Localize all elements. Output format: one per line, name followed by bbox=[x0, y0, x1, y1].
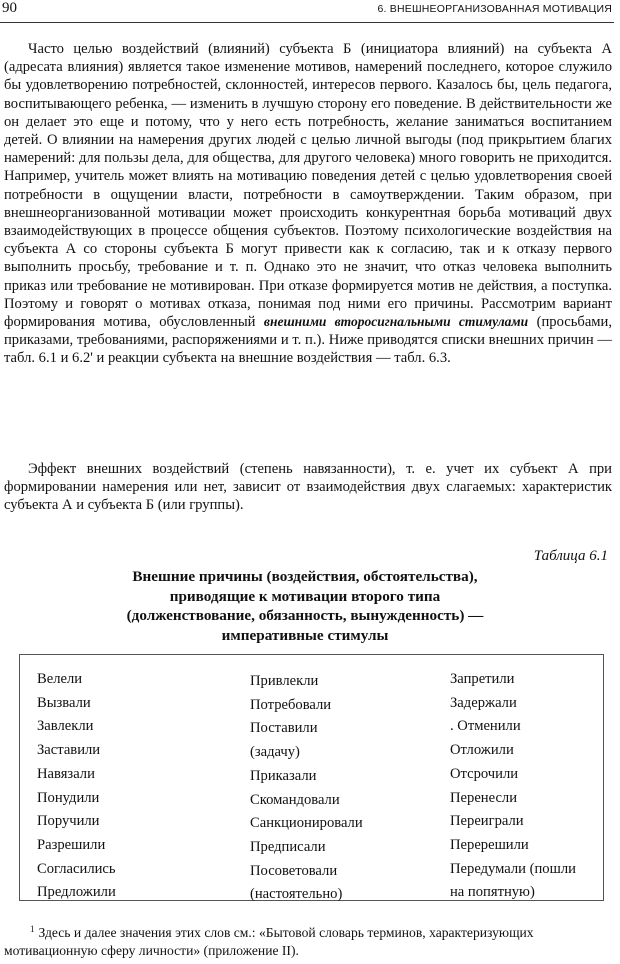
table-title-line: Внешние причины (воздействия, обстоятельства), bbox=[132, 568, 478, 585]
footnote-text: Здесь и далее значения этих слов см.: «Бытовой словарь терминов, характеризующих мотивационную сферу личности» (приложение II). bbox=[4, 925, 534, 958]
table-cell: Заставили bbox=[37, 742, 101, 759]
table-column-1 bbox=[37, 668, 116, 905]
paragraph-2 bbox=[4, 460, 612, 515]
table-title bbox=[60, 567, 550, 645]
table-cell: Задержали bbox=[450, 694, 517, 711]
table-cell: Запретили bbox=[450, 671, 515, 687]
paragraph-1 bbox=[4, 40, 612, 368]
table-title-line: приводящие к мотивации второго типа bbox=[169, 587, 441, 605]
table-cell: Поставили bbox=[250, 720, 318, 737]
table-cell: Перенесли bbox=[450, 789, 518, 806]
table-title-line: императивные стимулы bbox=[221, 626, 389, 644]
paragraph-1-emphasis: внешними второсигнальными стимулами bbox=[263, 314, 529, 330]
table-cell: на попятную) bbox=[450, 884, 535, 901]
table-cell: Скомандовали bbox=[250, 791, 340, 808]
table-column-2 bbox=[250, 670, 363, 907]
header-rule bbox=[0, 22, 614, 23]
table-cell: Приказали bbox=[250, 767, 317, 784]
table-cell: Переиграли bbox=[450, 813, 524, 830]
table-cell: Согласились bbox=[37, 860, 116, 877]
table-cell: Предписали bbox=[250, 838, 326, 855]
footnote-marker: 1 bbox=[30, 924, 35, 934]
table-cell: Вызвали bbox=[37, 694, 91, 711]
table-cell: . Отменили bbox=[450, 718, 521, 735]
table-cell: Привлекли bbox=[250, 673, 319, 689]
table-cell: Потребовали bbox=[250, 696, 332, 713]
table-title-line: (долженствование, обязанность, вынужденность) — bbox=[126, 607, 484, 624]
table-column-3 bbox=[450, 668, 576, 905]
table-cell: Отсрочили bbox=[450, 765, 519, 782]
table-cell: Посоветовали bbox=[250, 862, 338, 879]
table-cell: Понудили bbox=[37, 789, 100, 806]
table-cell: Санкционировали bbox=[250, 815, 363, 832]
table-cell: Отложили bbox=[450, 742, 514, 759]
table-cell: (настоятельно) bbox=[250, 886, 343, 903]
paragraph-1-text-a: Часто целью воздействий (влияний) субъекта Б (инициатора влияний) на субъекта А (адресата влияния) является такое изменение мотивов, намерений последнего, которое служило бы удовлетворению потребностей, склонностей, интересов первого. Казалось бы, цель педагога, воспитывающего ребенка, — изменить в лучшую сторону его поведение. В действительности же он делает это еще и потому, что у него есть потребность, желание заниматься воспитанием детей. О влиянии на намерения других людей с целью личной выгоды (под прикрытием благих намерений: для пользы дела, для общества, для другого человека) много говорить не приходится. Например, учитель может влиять на мотивацию поведения детей с целью удовлетворения своей потребности в ощущении власти, потребности в самоутверждении. Таким образом, при внешнеорганизованной мотивации может происходить конкурентная борьба мотиваций двух взаимодействующих в процессе общения субъектов. Поэтому психологические воздействия на субъекта А со стороны субъекта Б могут привести как к согласию, так и к отказу первого выполнить просьбу, требование и т. п. Однако это не значит, что отказ человека выполнить приказ или требование не мотивирован. При отказе формируется мотив не действия, а поступка. Поэтому и говорят о мотивах отказа, понимая под ними его причины. Рассмотрим вариант формирования мотива, обусловленный bbox=[4, 41, 612, 331]
running-head: 6. ВНЕШНЕОРГАНИЗОВАННАЯ МОТИВАЦИЯ bbox=[377, 3, 612, 15]
word-table bbox=[19, 654, 604, 901]
table-cell: Навязали bbox=[37, 765, 95, 782]
table-label: Таблица 6.1 bbox=[533, 548, 608, 564]
table-cell: Предложили bbox=[37, 884, 116, 901]
page-number: 90 bbox=[2, 0, 17, 16]
table-cell: Поручили bbox=[37, 813, 100, 830]
table-cell: Разрешили bbox=[37, 836, 106, 853]
paragraph-1-text-b: (просьбами, приказами, требованиями, распоряжениями и т. п.). Ниже приводятся списки внешних причин — табл. 6.1 и 6.2' и реакции субъекта на внешние воздействия — табл. 6.3. bbox=[4, 314, 612, 367]
table-cell: Завлекли bbox=[37, 718, 94, 735]
paragraph-2-text: Эффект внешних воздействий (степень навязанности), т. е. учет их субъект А при формировании намерения или нет, зависит от взаимодействия двух слагаемых: характеристик субъекта А и субъекта Б (или группы). bbox=[4, 461, 612, 514]
table-cell: Передумали (пошли bbox=[450, 860, 576, 877]
table-cell: Велели bbox=[37, 671, 83, 687]
footnote bbox=[4, 921, 614, 959]
table-cell: Перерешили bbox=[450, 836, 529, 853]
table-cell: (задачу) bbox=[250, 744, 300, 761]
